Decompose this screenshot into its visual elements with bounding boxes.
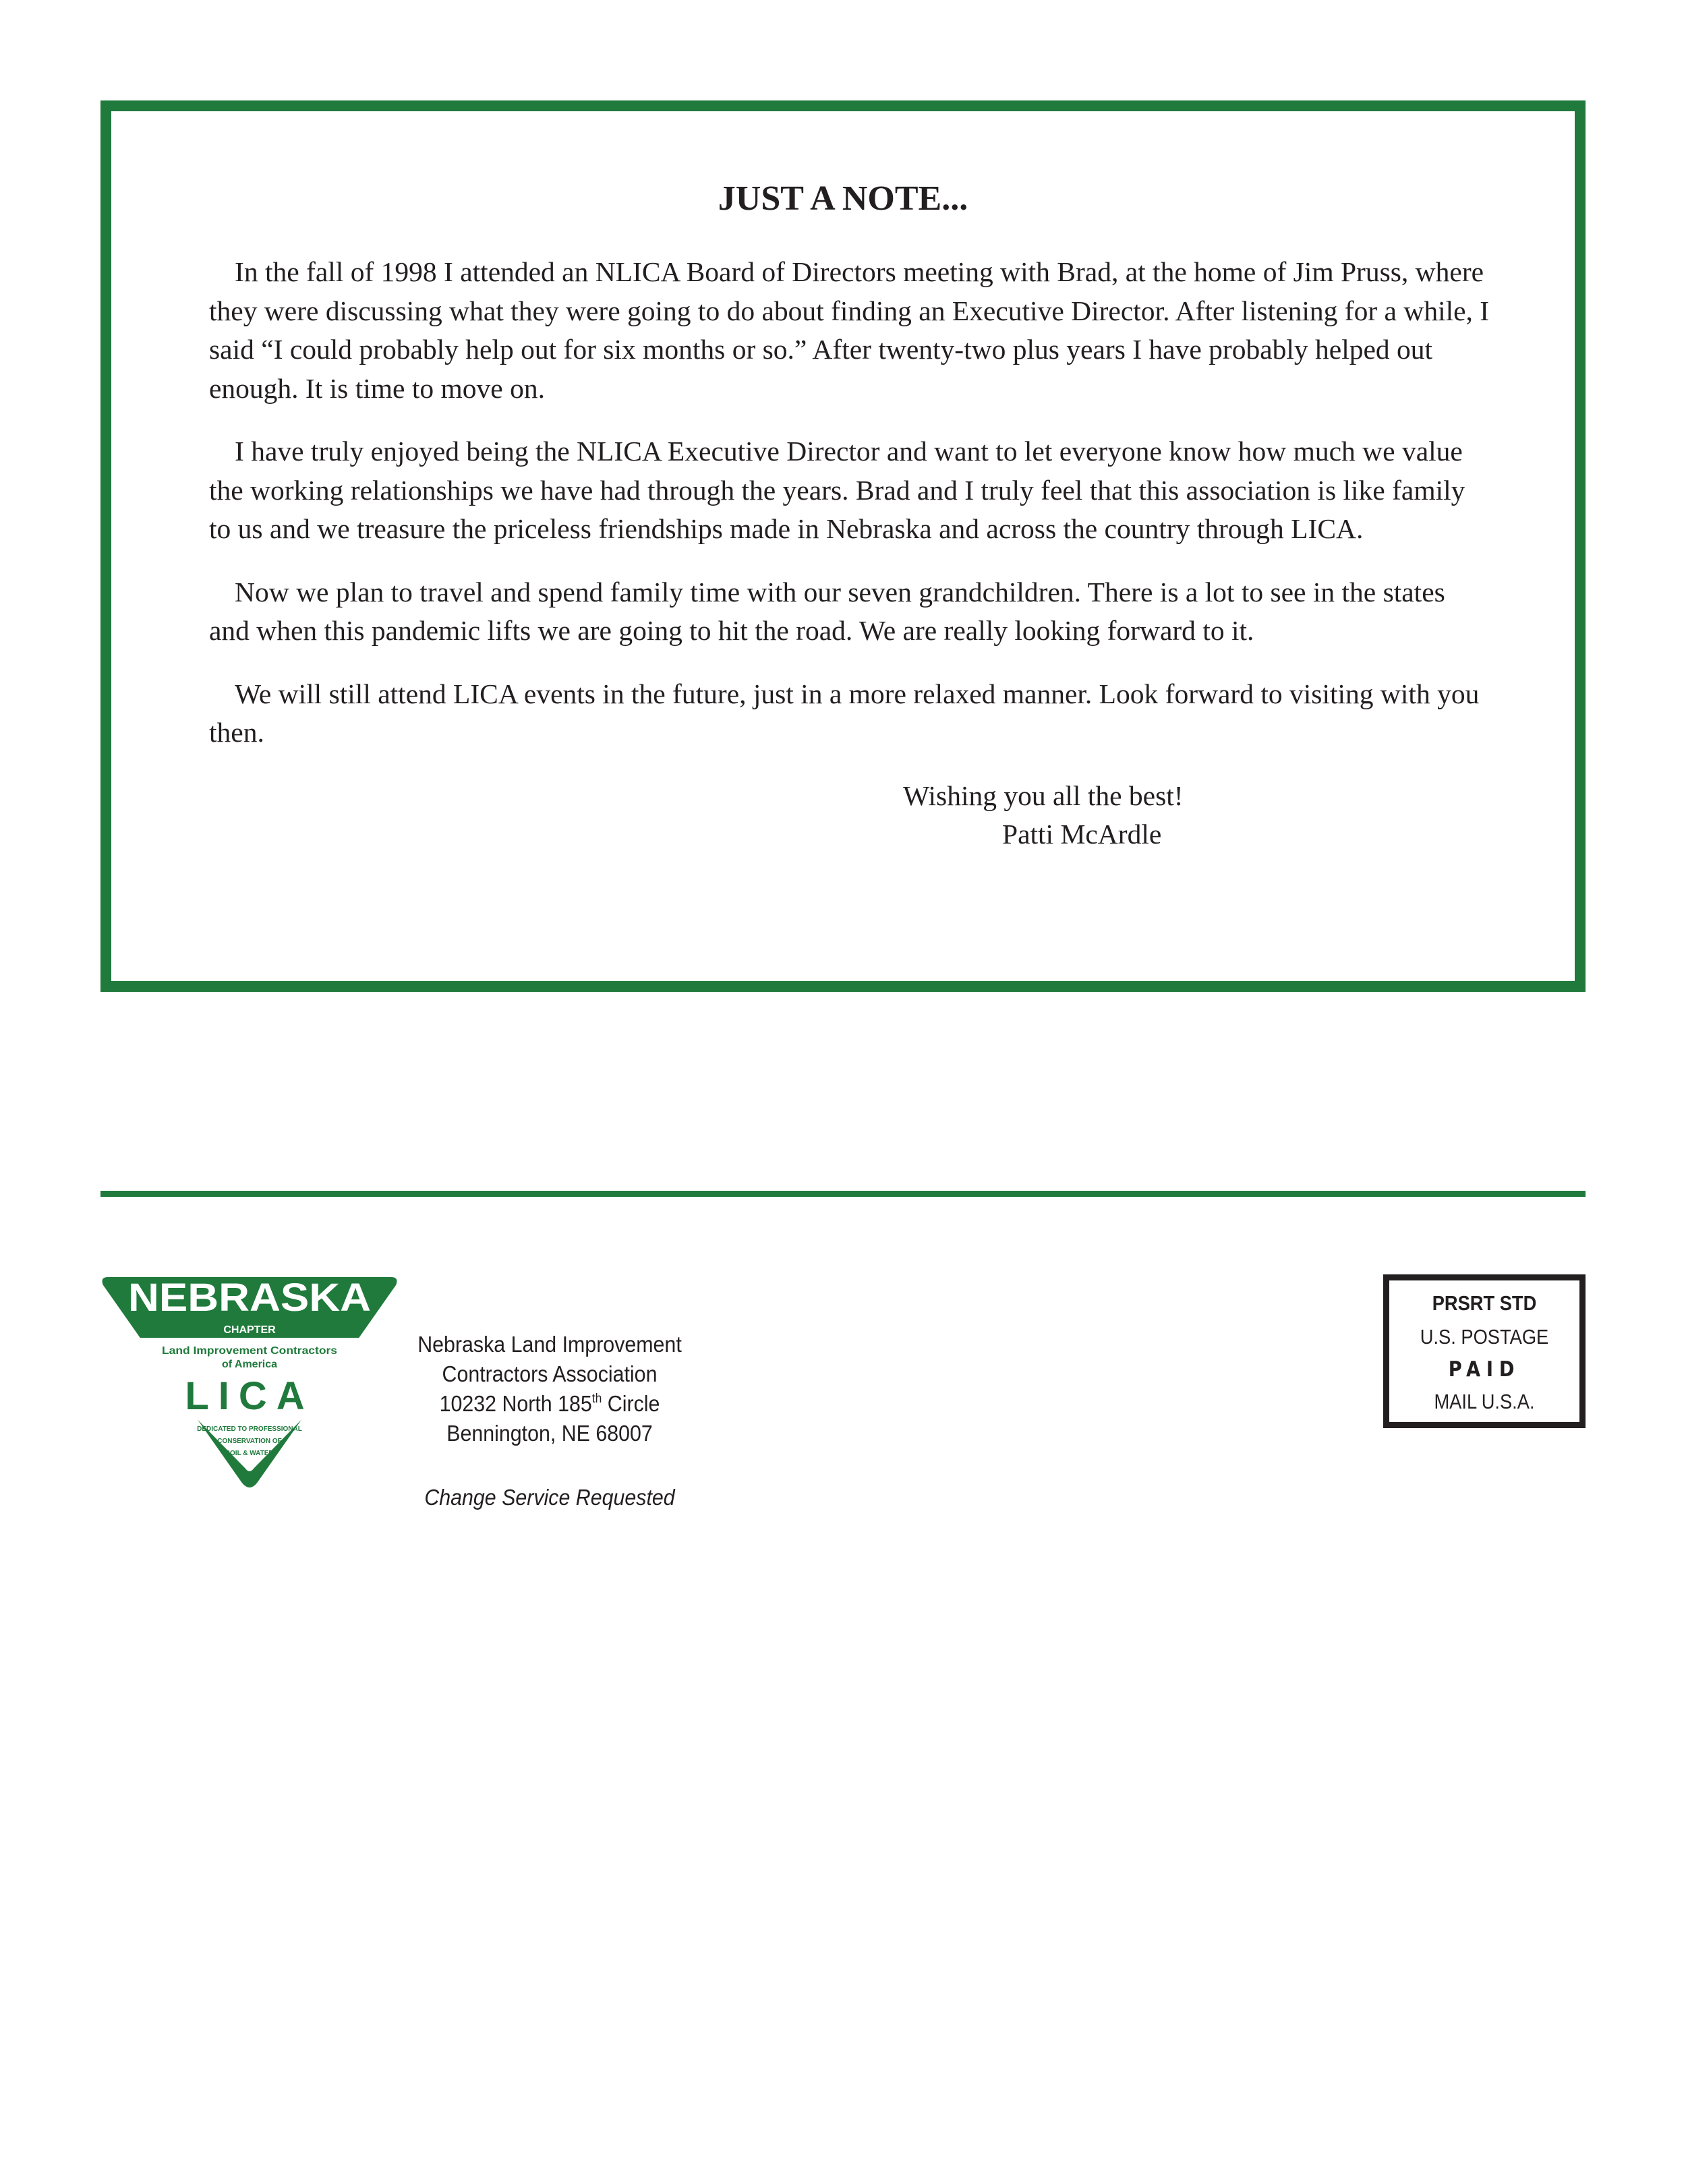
logo-chapter: CHAPTER bbox=[223, 1324, 276, 1336]
logo-motto: DEDICATED TO PROFESSIONAL bbox=[197, 1425, 302, 1433]
note-paragraph: Now we plan to travel and spend family time with our seven grandchildren. There is a lot to see in the states and when this pandemic lifts we are going to hit the road. We are really looking forward to it. bbox=[209, 576, 1445, 646]
postage-paid: PAID bbox=[1448, 1357, 1521, 1382]
logo-motto: CONSERVATION OF bbox=[217, 1438, 282, 1445]
logo-org-line1: Land Improvement Contractors bbox=[162, 1345, 338, 1357]
logo-motto: SOIL & WATER bbox=[225, 1450, 274, 1457]
signature-block bbox=[209, 777, 1490, 854]
address-line: Bennington, NE 68007 bbox=[446, 1421, 653, 1446]
closing: Wishing you all the best! bbox=[903, 779, 1184, 811]
address-line: Contractors Association bbox=[442, 1361, 658, 1386]
note-content bbox=[209, 253, 1490, 854]
address-line: Nebraska Land Improvement bbox=[417, 1332, 682, 1357]
note-box bbox=[100, 100, 1586, 992]
logo-state: NEBRASKA bbox=[128, 1276, 371, 1320]
logo-acronym: LICA bbox=[185, 1374, 314, 1418]
postage-line: MAIL U.S.A. bbox=[1434, 1390, 1535, 1413]
street-name: Circle bbox=[602, 1391, 660, 1416]
address-line bbox=[391, 1389, 707, 1419]
lica-logo bbox=[98, 1272, 401, 1489]
note-paragraph: We will still attend LICA events in the future, just in a more relaxed manner. Look forward to visiting with you then. bbox=[209, 678, 1480, 748]
ordinal-suffix: th bbox=[591, 1392, 602, 1406]
note-paragraph: I have truly enjoyed being the NLICA Executive Director and want to let everyone know how much we value the working relationships we have had through the years. Brad and I truly feel that this association is like family to us and we treasure the priceless friendships made in Nebraska and across the country through LICA. bbox=[209, 436, 1465, 544]
postage-indicia bbox=[1383, 1274, 1586, 1428]
service-request: Change Service Requested bbox=[424, 1485, 675, 1510]
divider bbox=[100, 1191, 1586, 1197]
note-body bbox=[209, 253, 1490, 752]
postage-line: U.S. POSTAGE bbox=[1420, 1325, 1549, 1349]
signature: Patti McArdle bbox=[1002, 819, 1162, 850]
note-title: JUST A NOTE... bbox=[718, 179, 968, 218]
return-address bbox=[391, 1330, 707, 1448]
logo-org-line2: of America bbox=[221, 1359, 278, 1370]
street-number: 10232 North 185 bbox=[439, 1391, 592, 1416]
postage-line: PRSRT STD bbox=[1432, 1291, 1537, 1315]
note-paragraph: In the fall of 1998 I attended an NLICA Board of Directors meeting with Brad, at the home of Jim Pruss, where they were discussing what they were going to do about finding an Executive Director. After listening for a while, I said “I could probably help out for six months or so.” After twenty-two plus years I have probably helped out enough. It is time to move on. bbox=[209, 256, 1490, 404]
